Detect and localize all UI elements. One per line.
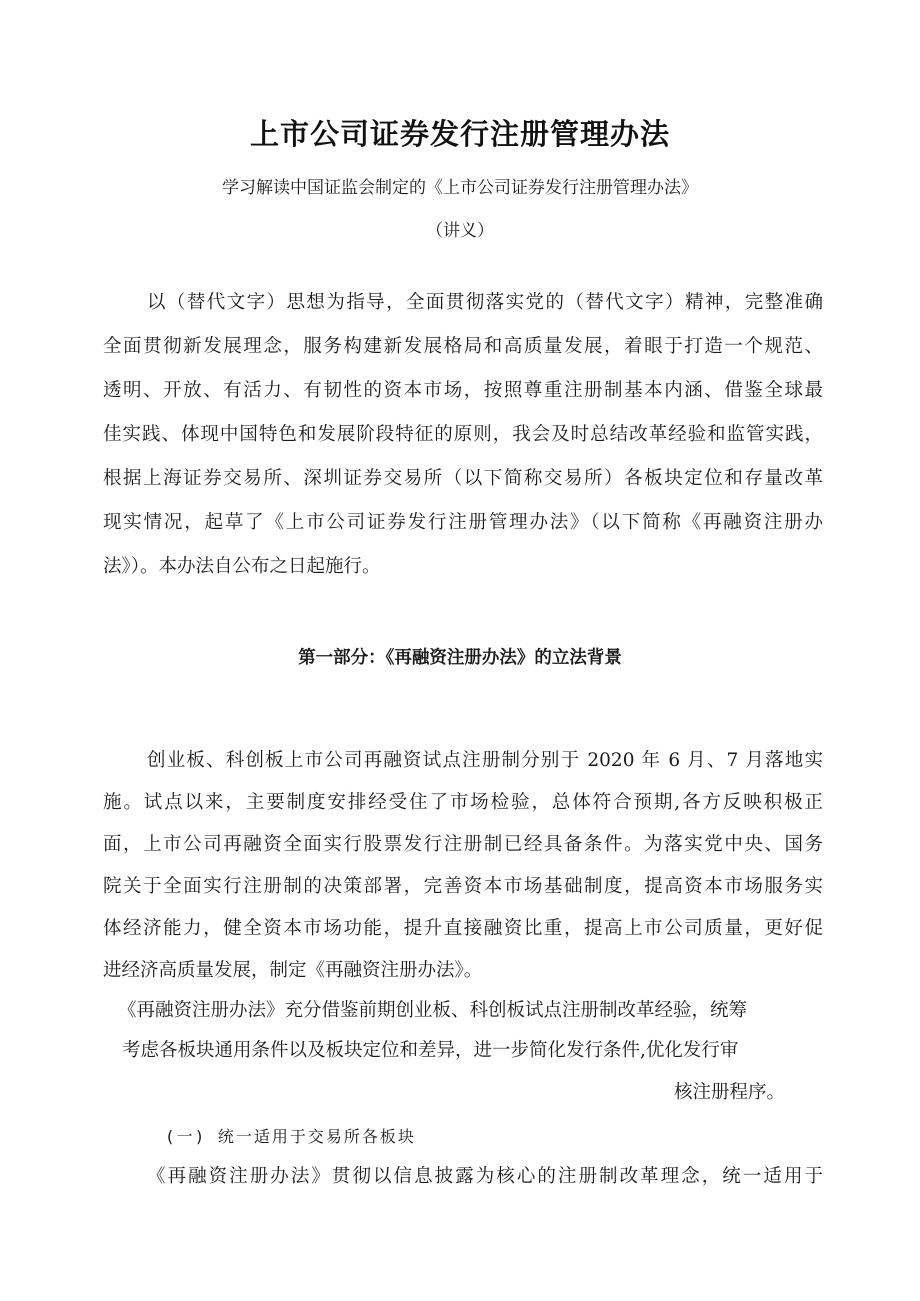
- section1-line: 体经济能力，健全资本市场功能，提升直接融资比重，提高上市公司质量，更好促: [103, 918, 823, 939]
- intro-line: 佳实践、体现中国特色和发展阶段特征的原则，我会及时总结改革经验和监管实践，: [103, 424, 823, 445]
- subsection-heading: (一) 统一适用于交易所各板块: [165, 1127, 416, 1146]
- section1-line: 创业板、科创板上市公司再融资试点注册制分别于 2020 年 6 月、7 月落地实: [147, 750, 823, 771]
- subsection1-paragraph: [103, 1158, 823, 1196]
- section1-line: 施。试点以来，主要制度安排经受住了市场检验，总体符合预期,各方反映积极正: [103, 792, 823, 813]
- section1-paragraph: [103, 742, 823, 990]
- section1-extra-line: 核注册程序。: [674, 1082, 786, 1103]
- intro-line: 法》）。本办法自公布之日起施行。: [103, 556, 381, 577]
- section1-line: 进经济高质量发展，制定《再融资注册办法》。: [103, 960, 483, 981]
- section-heading: 第一部分：《再融资注册办法》的立法背景: [298, 648, 622, 668]
- document-subtitle: 学习解读中国证监会制定的《上市公司证券发行注册管理办法》: [222, 178, 698, 198]
- intro-line: 根据上海证券交易所、深圳证券交易所（以下简称交易所）各板块定位和存量改革: [103, 468, 823, 489]
- section1-line: 面，上市公司再融资全面实行股票发行注册制已经具备条件。为落实党中央、国务: [103, 834, 823, 855]
- intro-line: 以（替代文字）思想为指导，全面贯彻落实党的（替代文字）精神，完整准确: [147, 292, 823, 313]
- section1-extra-line: 考虑各板块通用条件以及板块定位和差异，进一步简化发行条件,优化发行审: [122, 1040, 739, 1061]
- intro-line: 透明、开放、有活力、有韧性的资本市场，按照尊重注册制基本内涵、借鉴全球最: [103, 380, 823, 401]
- intro-line: 现实情况，起草了《上市公司证券发行注册管理办法》（以下简称《再融资注册办: [103, 512, 823, 533]
- section1-extra-line: 《再融资注册办法》充分借鉴前期创业板、科创板试点注册制改革经验，统筹: [118, 1000, 748, 1021]
- subsection1-line: 《再融资注册办法》贯彻以信息披露为核心的注册制改革理念，统一适用于: [147, 1166, 823, 1187]
- document-title: 上市公司证券发行注册管理办法: [249, 117, 670, 151]
- intro-line: 全面贯彻新发展理念，服务构建新发展格局和高质量发展，着眼于打造一个规范、: [103, 336, 823, 357]
- lecture-tag: （讲义）: [426, 221, 494, 241]
- section1-line: 院关于全面实行注册制的决策部署，完善资本市场基础制度，提高资本市场服务实: [103, 876, 823, 897]
- intro-paragraph: [103, 284, 823, 586]
